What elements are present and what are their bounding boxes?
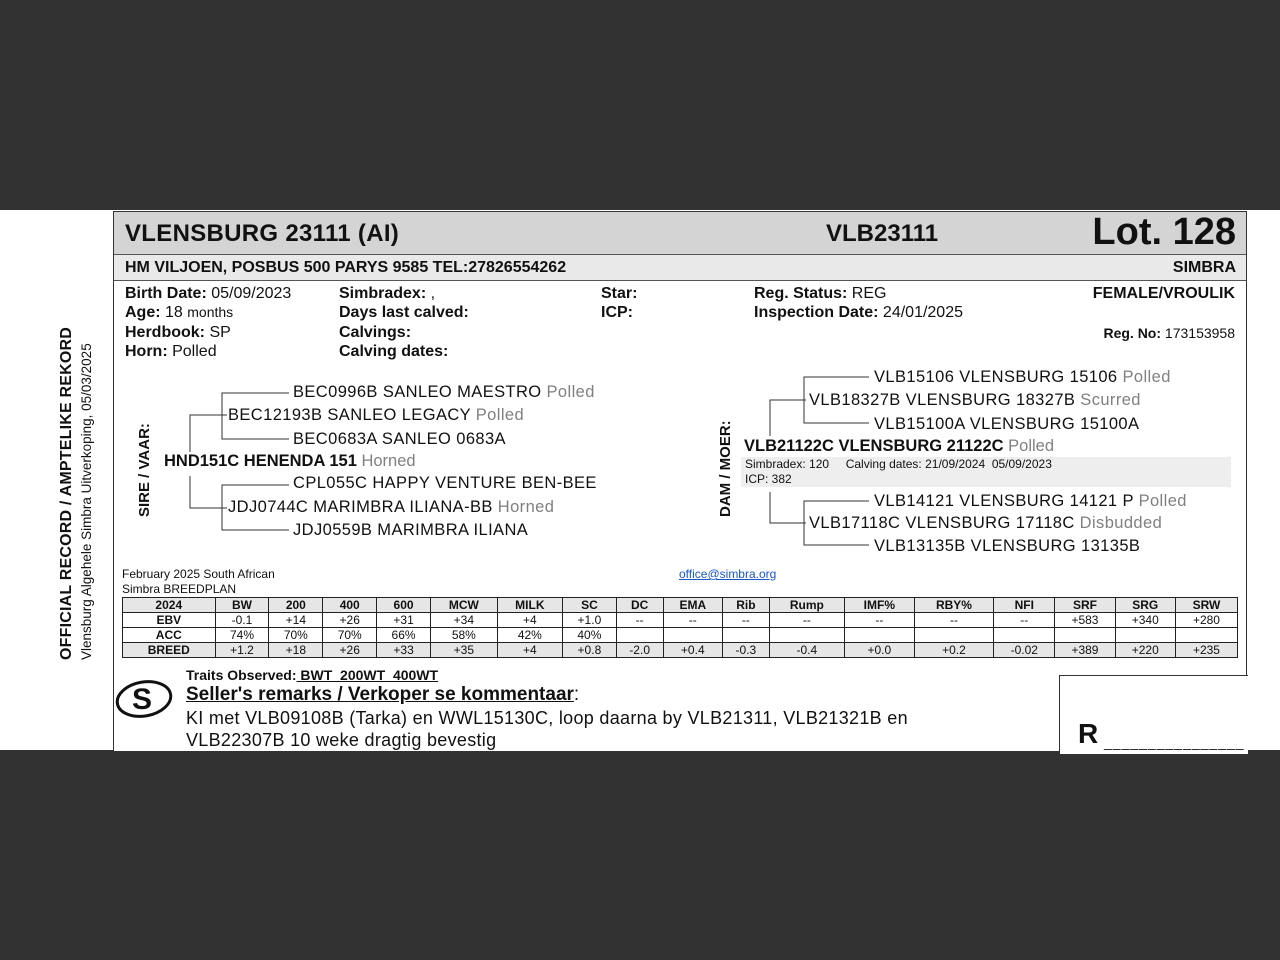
value-cell: [769, 628, 844, 643]
value-cell: --: [723, 613, 770, 628]
value-cell: DC: [616, 598, 663, 613]
age: Age: 18 months: [125, 304, 234, 321]
value-cell: --: [914, 613, 994, 628]
sire: HND151C HENENDA 151 Horned: [164, 452, 416, 470]
value-cell: BW: [215, 598, 269, 613]
value-cell: 66%: [377, 628, 431, 643]
sire-dam: JDJ0744C MARIMBRA ILIANA-BB Horned: [228, 498, 555, 516]
value-cell: [1115, 628, 1175, 643]
breedplan-line2: Simbra BREEDPLAN: [122, 582, 237, 596]
side-caption: [58, 300, 98, 660]
value-cell: +235: [1175, 643, 1237, 658]
dam-label: DAM / MOER:: [717, 420, 734, 517]
value-cell: 74%: [215, 628, 269, 643]
value-cell: MCW: [431, 598, 498, 613]
dam: VLB21122C VLENSBURG 21122C Polled: [744, 437, 1055, 455]
value-cell: +18: [269, 643, 323, 658]
value-cell: --: [769, 613, 844, 628]
owner-bar: [114, 255, 1246, 281]
value-cell: 42%: [497, 628, 562, 643]
price-box[interactable]: [1059, 675, 1248, 754]
sex: FEMALE/VROULIK: [1092, 285, 1235, 302]
value-cell: 600: [377, 598, 431, 613]
calvings: Calvings:: [339, 324, 412, 341]
value-cell: +220: [1115, 643, 1175, 658]
value-cell: -0.3: [723, 643, 770, 658]
table-row: [123, 628, 1238, 643]
value-cell: +35: [431, 643, 498, 658]
value-cell: NFI: [994, 598, 1055, 613]
value-cell: [663, 628, 723, 643]
animal-code: VLB23111: [826, 220, 939, 247]
value-cell: SRG: [1115, 598, 1175, 613]
currency-symbol: R: [1078, 718, 1099, 749]
value-cell: -0.1: [215, 613, 269, 628]
value-cell: SC: [562, 598, 616, 613]
value-cell: +4: [497, 613, 562, 628]
value-cell: +33: [377, 643, 431, 658]
value-cell: +0.0: [845, 643, 915, 658]
row-label-cell: EBV: [123, 613, 216, 628]
remarks-title: Seller's remarks / Verkoper se kommentaar:: [186, 684, 580, 705]
breedplan-line1: February 2025 South African: [122, 567, 275, 581]
sire-label: SIRE / VAAR:: [136, 423, 153, 517]
birth-date: Birth Date: 05/09/2023: [125, 285, 292, 302]
value-cell: +0.2: [914, 643, 994, 658]
value-cell: Rib: [723, 598, 770, 613]
ebv-table: [122, 597, 1238, 658]
dam-info-line1: Simbradex: 120 Calving dates: 21/09/2024 05/09/2023: [745, 457, 1052, 471]
value-cell: +1.0: [562, 613, 616, 628]
value-cell: [616, 628, 663, 643]
value-cell: +34: [431, 613, 498, 628]
value-cell: [1055, 628, 1115, 643]
reg-status: Reg. Status: REG: [754, 285, 887, 302]
value-cell: +26: [323, 613, 377, 628]
value-cell: 200: [269, 598, 323, 613]
value-cell: -0.4: [769, 643, 844, 658]
calving-dates: Calving dates:: [339, 343, 449, 360]
value-cell: [914, 628, 994, 643]
dam-dam-dam: VLB13135B VLENSBURG 13135B: [874, 537, 1141, 555]
dam-dam-sire: VLB14121 VLENSBURG 14121 P Polled: [874, 492, 1187, 510]
table-row: [123, 613, 1238, 628]
value-cell: -2.0: [616, 643, 663, 658]
sire-dam-dam: JDJ0559B MARIMBRA ILIANA: [293, 521, 529, 539]
simbra-logo: [114, 675, 178, 725]
official-record-label: OFFICIAL RECORD / AMPTELIKE REKORD: [58, 326, 75, 660]
sire-dam-sire: CPL055C HAPPY VENTURE BEN-BEE: [293, 474, 597, 492]
value-cell: +389: [1055, 643, 1115, 658]
value-cell: --: [845, 613, 915, 628]
dam-sire-sire: VLB15106 VLENSBURG 15106 Polled: [874, 368, 1171, 386]
value-cell: MILK: [497, 598, 562, 613]
value-cell: +4: [497, 643, 562, 658]
inspection-date: Inspection Date: 24/01/2025: [754, 304, 963, 321]
sire-sire-dam: BEC0683A SANLEO 0683A: [293, 430, 506, 448]
value-cell: +1.2: [215, 643, 269, 658]
simbradex: Simbradex: ,: [339, 285, 436, 302]
dam-info-line2: ICP: 382: [745, 472, 792, 486]
value-cell: IMF%: [845, 598, 915, 613]
icp: ICP:: [601, 304, 633, 321]
reg-number: Reg. No: 173153958: [1103, 325, 1235, 341]
value-cell: [723, 628, 770, 643]
animal-name: VLENSBURG 23111 (AI): [125, 220, 400, 247]
sire-sire-sire: BEC0996B SANLEO MAESTRO Polled: [293, 383, 595, 401]
value-cell: SRW: [1175, 598, 1237, 613]
row-label-cell: 2024: [123, 598, 216, 613]
value-cell: 40%: [562, 628, 616, 643]
dam-sire: VLB18327B VLENSBURG 18327B Scurred: [809, 391, 1141, 409]
breed-name: SIMBRA: [1172, 259, 1236, 276]
table-row: [123, 643, 1238, 658]
logo-letter: S: [132, 683, 153, 716]
price-line: ________________: [1104, 734, 1245, 750]
header-bar: [114, 212, 1246, 255]
value-cell: RBY%: [914, 598, 994, 613]
days-last-calved: Days last calved:: [339, 304, 469, 321]
table-header-row: [123, 598, 1238, 613]
value-cell: --: [663, 613, 723, 628]
herdbook: Herdbook: SP: [125, 324, 231, 341]
value-cell: 70%: [323, 628, 377, 643]
value-cell: [845, 628, 915, 643]
value-cell: [994, 628, 1055, 643]
traits-observed: Traits Observed: BWT 200WT 400WT: [186, 667, 439, 683]
sale-caption: Vlensburg Algehele Simbra Uitverkoping, 05/03/2025: [79, 343, 94, 660]
value-cell: 58%: [431, 628, 498, 643]
value-cell: -0.02: [994, 643, 1055, 658]
value-cell: +280: [1175, 613, 1237, 628]
value-cell: +26: [323, 643, 377, 658]
value-cell: SRF: [1055, 598, 1115, 613]
value-cell: [1175, 628, 1237, 643]
value-cell: +14: [269, 613, 323, 628]
remarks-body: KI met VLB09108B (Tarka) en WWL15130C, loop daarna by VLB21311, VLB21321B en VLB22307B 10 weke dragtig bevestig: [186, 708, 908, 750]
value-cell: EMA: [663, 598, 723, 613]
star: Star:: [601, 285, 638, 302]
dam-sire-dam: VLB15100A VLENSBURG 15100A: [874, 415, 1140, 433]
sire-sire: BEC12193B SANLEO LEGACY Polled: [228, 406, 525, 424]
value-cell: --: [616, 613, 663, 628]
owner-info: HM VILJOEN, POSBUS 500 PARYS 9585 TEL:27826554262: [125, 259, 567, 276]
office-email-link[interactable]: office@simbra.org: [679, 567, 777, 581]
value-cell: +31: [377, 613, 431, 628]
value-cell: 70%: [269, 628, 323, 643]
row-label-cell: ACC: [123, 628, 216, 643]
value-cell: +0.4: [663, 643, 723, 658]
value-cell: +0.8: [562, 643, 616, 658]
dam-dam: VLB17118C VLENSBURG 17118C Disbudded: [809, 514, 1163, 532]
dam-info-box: [741, 457, 1231, 487]
lot-card: [113, 211, 1247, 751]
value-cell: 400: [323, 598, 377, 613]
value-cell: --: [994, 613, 1055, 628]
value-cell: +583: [1055, 613, 1115, 628]
horn: Horn: Polled: [125, 343, 217, 360]
row-label-cell: BREED: [123, 643, 216, 658]
value-cell: +340: [1115, 613, 1175, 628]
lot-number: Lot. 128: [1092, 211, 1236, 253]
value-cell: Rump: [769, 598, 844, 613]
